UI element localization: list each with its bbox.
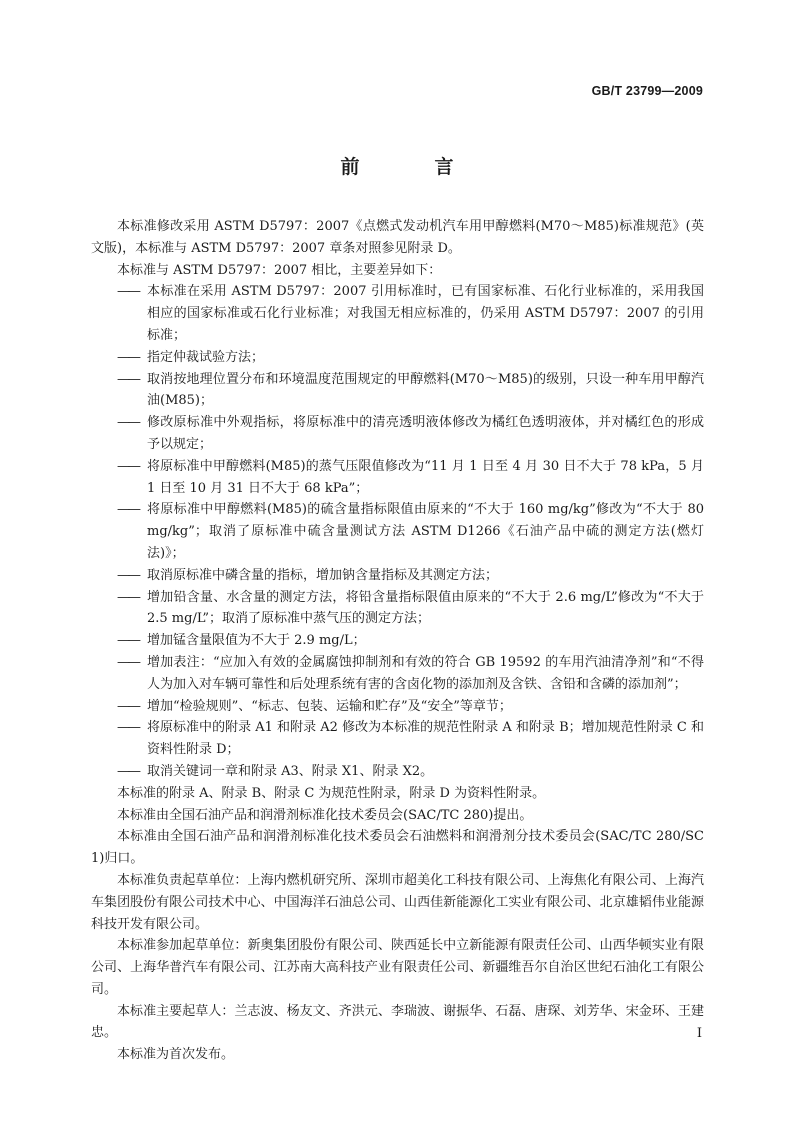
closing-paragraph: 本标准由全国石油产品和润滑剂标准化技术委员会石油燃料和润滑剂分技术委员会(SAC/TC 280/SC 1)归口。 xyxy=(91,829,704,867)
closing-paragraph: 本标准主要起草人：兰志波、杨友文、齐洪元、李瑞波、谢振华、石磊、唐琛、刘芳华、宋金环、王建忠。 xyxy=(91,1003,704,1041)
em-dash-marker: —— xyxy=(117,567,139,583)
difference-text: 指定仲裁试验方法； xyxy=(147,349,265,365)
difference-item xyxy=(91,281,704,346)
intro-paragraph: 本标准修改采用 ASTM D5797：2007《点燃式发动机汽车用甲醇燃料(M70～M85)标准规范》(英文版)，本标准与 ASTM D5797：2007 章条对照参见附录 D。 xyxy=(91,219,704,256)
intro-paragraph: 本标准与 ASTM D5797：2007 相比，主要差异如下： xyxy=(117,262,442,278)
difference-item xyxy=(91,652,704,696)
difference-text: 增加锰含量限值为不大于 2.9 mg/L； xyxy=(147,633,366,649)
difference-item xyxy=(91,456,704,500)
standard-code: GB/T 23799—2009 xyxy=(591,84,703,98)
difference-item xyxy=(91,347,704,369)
difference-text: 增加“检验规则”、“标志、包装、运输和贮存”及“安全”等章节； xyxy=(147,698,512,714)
closing-paragraph: 本标准由全国石油产品和润滑剂标准化技术委员会(SAC/TC 280)提出。 xyxy=(117,807,533,823)
difference-item xyxy=(91,369,704,413)
difference-list xyxy=(91,281,704,782)
page-number: I xyxy=(696,1026,702,1041)
difference-text: 取消关键词一章和附录 A3、附录 X1、附录 X2。 xyxy=(147,763,434,779)
difference-text: 增加铅含量、水含量的测定方法，将铅含量指标限值由原来的“不大于 2.6 mg/L”修改为“不大于 2.5 mg/L”；取消了原标准中蒸气压的测定方法； xyxy=(147,589,704,627)
difference-text: 将原标准中甲醇燃料(M85)的蒸气压限值修改为“11 月 1 日至 4 月 30 日不大于 78 kPa，5 月 1 日至 10 月 31 日不大于 68 kPa”； xyxy=(147,458,704,496)
document-body xyxy=(91,216,704,1066)
difference-item xyxy=(91,630,704,652)
difference-text: 取消按地理位置分布和环境温度范围规定的甲醇燃料(M70～M85)的级别，只设一种车用甲醇汽油(M85)； xyxy=(147,371,704,409)
em-dash-marker: —— xyxy=(117,458,139,474)
difference-text: 将原标准中甲醇燃料(M85)的硫含量指标限值由原来的“不大于 160 mg/kg”修改为“不大于 80 mg/kg”；取消了原标准中硫含量测试方法 ASTM D1266《石油产品中硫的测定方法(燃灯法)》； xyxy=(147,502,704,561)
closing-paragraph: 本标准的附录 A、附录 B、附录 C 为规范性附录，附录 D 为资料性附录。 xyxy=(117,785,546,801)
difference-item xyxy=(91,696,704,718)
em-dash-marker: —— xyxy=(117,415,139,431)
difference-text: 本标准在采用 ASTM D5797：2007 引用标准时，已有国家标准、石化行业标准的，采用我国相应的国家标准或石化行业标准；对我国无相应标准的，仍采用 ASTM D5797：2007 的引用标准； xyxy=(147,284,704,343)
page-title: 前 言 xyxy=(340,156,482,178)
difference-text: 修改原标准中外观指标，将原标准中的清亮透明液体修改为橘红色透明液体，并对橘红色的形成予以规定； xyxy=(147,415,704,452)
closing-paragraph: 本标准为首次发布。 xyxy=(117,1047,235,1063)
em-dash-marker: —— xyxy=(117,284,139,300)
em-dash-marker: —— xyxy=(117,720,139,736)
difference-text: 将原标准中的附录 A1 和附录 A2 修改为本标准的规范性附录 A 和附录 B；增加规范性附录 C 和资料性附录 D； xyxy=(147,720,704,758)
em-dash-marker: —— xyxy=(117,763,139,779)
difference-item xyxy=(91,499,704,564)
em-dash-marker: —— xyxy=(117,633,139,649)
difference-text: 取消原标准中磷含量的指标，增加钠含量指标及其测定方法； xyxy=(147,567,499,583)
closing-section xyxy=(91,783,704,1066)
em-dash-marker: —— xyxy=(117,371,139,387)
em-dash-marker: —— xyxy=(117,698,139,714)
difference-item xyxy=(91,717,704,761)
difference-item xyxy=(91,565,704,587)
closing-paragraph: 本标准负责起草单位：上海内燃机研究所、深圳市超美化工科技有限公司、上海焦化有限公司、上海汽车集团股份有限公司技术中心、中国海洋石油总公司、山西佳新能源化工实业有限公司、北京雄韬伟业能源科技开发有限公司。 xyxy=(91,872,704,932)
difference-text: 增加表注：“应加入有效的金属腐蚀抑制剂和有效的符合 GB 19592 的车用汽油清净剂”和“不得人为加入对车辆可靠性和后处理系统有害的含卤化物的添加剂及含铁、含铅和含磷的添加剂”； xyxy=(147,654,704,692)
em-dash-marker: —— xyxy=(117,349,139,365)
em-dash-marker: —— xyxy=(117,502,139,518)
closing-paragraph: 本标准参加起草单位：新奥集团股份有限公司、陕西延长中立新能源有限责任公司、山西华顿实业有限公司、上海华普汽车有限公司、江苏南大高科技产业有限责任公司、新疆维吾尔自治区世纪石油化工有限公司。 xyxy=(91,938,704,997)
em-dash-marker: —— xyxy=(117,589,139,605)
em-dash-marker: —— xyxy=(117,654,139,670)
difference-item xyxy=(91,587,704,631)
difference-item xyxy=(91,761,704,783)
difference-item xyxy=(91,412,704,456)
